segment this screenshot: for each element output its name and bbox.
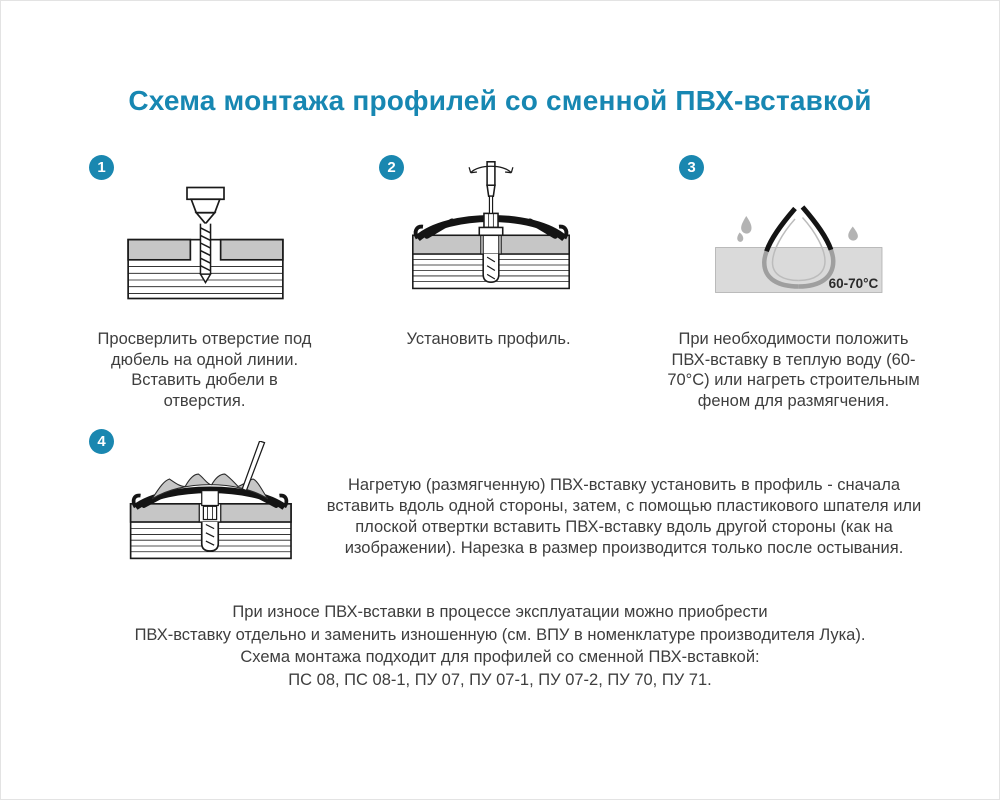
step-2-caption: Установить профиль. xyxy=(406,330,571,348)
footer-line-3: Схема монтажа подходит для профилей со сменной ПВХ-вставкой: xyxy=(240,648,760,666)
step-4-illustration xyxy=(119,441,301,565)
dowel-icon xyxy=(202,506,219,551)
step-4-badge: 4 xyxy=(89,429,114,454)
footer-line-4: ПС 08, ПС 08-1, ПУ 07, ПУ 07-1, ПУ 07-2, ПУ 70, ПУ 71. xyxy=(288,670,712,689)
screwdriver-icon xyxy=(469,162,513,214)
footer-text xyxy=(1,601,999,691)
footer-line-1: При износе ПВХ-вставки в процессе эксплуатации можно приобрести xyxy=(232,603,768,621)
dowel-collar-icon xyxy=(202,491,219,506)
temperature-label: 60-70°C xyxy=(828,276,879,291)
step-2-badge: 2 xyxy=(379,155,404,180)
page-title: Схема монтажа профилей со сменной ПВХ-вставкой xyxy=(128,85,872,116)
step-1-caption: Просверлить отверстие под дюбель на одной линии. Вставить дюбели в отверстия. xyxy=(97,330,312,410)
step-3-caption: При необходимости положить ПВХ-вставку в теплую воду (60-70°С) или нагреть строительным феном для размягчения. xyxy=(667,330,920,410)
step-4-caption: Нагретую (размягченную) ПВХ-вставку установить в профиль - сначала вставить вдоль одной стороны, затем, с помощью пластикового шпателя или плоской отвертки вставить ПВХ-вставку вдоль другой стороны (как на изображении). Нарезка в размер производится только после остывания. xyxy=(326,476,922,557)
step-3-illustration xyxy=(704,186,892,306)
step-1-badge: 1 xyxy=(89,155,114,180)
step-2-illustration xyxy=(405,157,577,294)
step-3-badge: 3 xyxy=(679,155,704,180)
step-1-illustration xyxy=(113,184,298,302)
droplet-icon xyxy=(737,216,858,242)
footer-line-2: ПВХ-вставку отдельно и заменить изношенную (см. ВПУ в номенклатуре производителя Лука). xyxy=(134,625,866,644)
